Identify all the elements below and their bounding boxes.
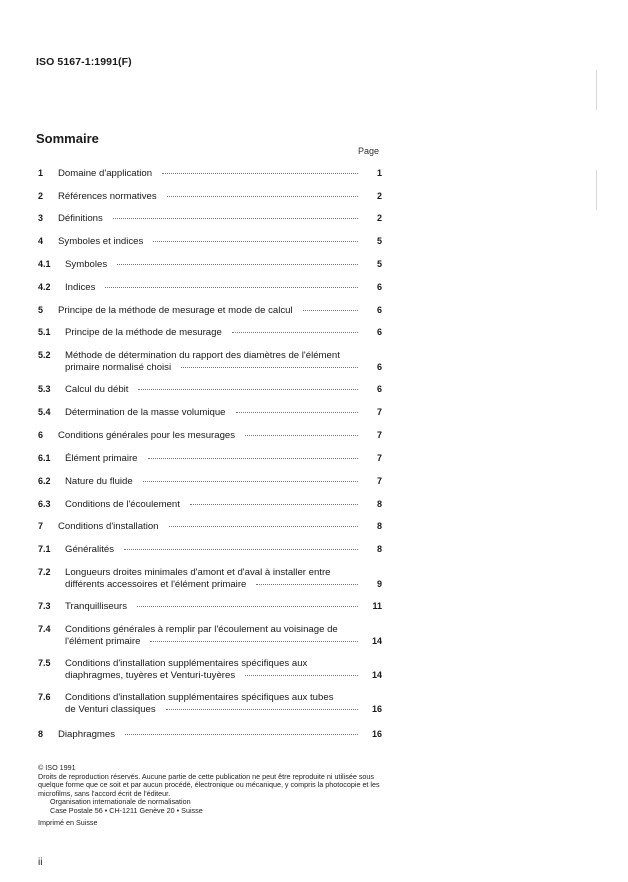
toc-entry-number: 7.6 [38, 692, 51, 702]
dot-leader [303, 310, 358, 311]
copyright-line: © ISO 1991 [38, 763, 76, 772]
publisher-address: Case Postale 56 • CH-1211 Genève 20 • Suisse [50, 805, 203, 815]
toc-entry-page: 6 [376, 361, 382, 372]
dot-leader [148, 458, 358, 459]
dot-leader [236, 412, 358, 413]
toc-entry-title: Calcul du débit [65, 384, 129, 395]
toc-entry-number: 4.2 [38, 282, 51, 292]
toc-entry-page: 14 [371, 669, 382, 680]
toc-entry-number: 5.3 [38, 384, 51, 394]
dot-leader [137, 606, 358, 607]
toc-entry-number: 5 [38, 305, 44, 315]
publisher-name: Organisation internationale de normalisation [50, 797, 191, 807]
toc-entry-title: Symboles et indices [58, 236, 144, 247]
dot-leader [113, 218, 358, 219]
toc-entry-title: différents accessoires et l'élément primaire [65, 578, 247, 590]
page-number: ii [38, 857, 43, 868]
document-id: ISO 5167-1:1991(F) [36, 56, 132, 68]
dot-leader [181, 367, 358, 368]
toc-entry-page: 7 [376, 430, 382, 440]
toc-entry-number: 2 [38, 191, 44, 201]
contents-heading: Sommaire [36, 131, 99, 146]
toc-entry-page: 7 [376, 407, 382, 417]
dot-leader [167, 196, 358, 197]
toc-entry-page: 7 [376, 476, 382, 486]
toc-entry-title: de Venturi classiques [65, 703, 156, 715]
toc-entry-title: diaphragmes, tuyères et Venturi-tuyères [65, 669, 236, 681]
dot-leader [138, 389, 358, 390]
toc-entry-page: 5 [376, 259, 382, 269]
toc-entry-title: l'élément primaire [65, 635, 141, 647]
dot-leader [166, 709, 358, 710]
toc-entry-title: Tranquilliseurs [65, 601, 128, 612]
toc-entry-number: 7.1 [38, 544, 51, 554]
toc-entry-page: 8 [376, 499, 382, 509]
toc-entry-number: 6.3 [38, 499, 51, 509]
toc-entry-page: 2 [376, 213, 382, 223]
dot-leader [232, 332, 358, 333]
dot-leader [190, 504, 358, 505]
toc-entry-page: 5 [376, 236, 382, 246]
toc-entry-title: Domaine d'application [58, 168, 153, 179]
toc-entry-page: 14 [371, 635, 382, 646]
dot-leader [153, 241, 358, 242]
toc-entry-title: Méthode de détermination du rapport des diamètres de l'élément [65, 350, 340, 361]
page-column-label: Page [358, 146, 380, 156]
toc-entry-page: 9 [376, 578, 382, 589]
dot-leader [125, 734, 358, 735]
toc-entry-number: 7.3 [38, 601, 51, 611]
scan-margin-mark [596, 170, 597, 210]
dot-leader [105, 287, 358, 288]
dot-leader [162, 173, 358, 174]
toc-entry-title: Indices [65, 282, 96, 293]
toc-entry-title: Élément primaire [65, 453, 138, 464]
toc-entry-title: Conditions d'installation [58, 521, 159, 532]
dot-leader [169, 526, 359, 527]
toc-entry-title: Nature du fluide [65, 476, 133, 487]
toc-entry-page: 6 [376, 305, 382, 315]
toc-entry-page: 1 [376, 168, 382, 178]
printed-in: Imprimé en Suisse [38, 817, 98, 827]
toc-entry-title: Principe de la méthode de mesurage et mode de calcul [58, 305, 293, 316]
dot-leader [245, 435, 358, 436]
toc-entry-title: Longueurs droites minimales d'amont et d'aval à installer entre [65, 567, 331, 578]
toc-entry-number: 7.2 [38, 567, 51, 577]
toc-entry-title: Diaphragmes [58, 729, 116, 740]
toc-entry-page: 11 [372, 601, 382, 611]
toc-entry-title: Références normatives [58, 191, 157, 202]
toc-entry-page: 6 [376, 327, 382, 337]
toc-entry-number: 4 [38, 236, 44, 246]
toc-entry-page: 6 [376, 282, 382, 292]
toc-entry-page: 6 [376, 384, 382, 394]
toc-entry-number: 6 [38, 430, 44, 440]
toc-entry-title: Conditions générales à remplir par l'écoulement au voisinage de [65, 624, 338, 635]
toc-entry-page: 8 [376, 544, 382, 554]
toc-entry-title: primaire normalisé choisi [65, 361, 172, 373]
dot-leader [150, 641, 358, 642]
toc-entry-title: Conditions d'installation supplémentaires spécifiques aux [65, 658, 308, 669]
toc-entry-number: 5.1 [38, 327, 51, 337]
toc-entry-number: 1 [38, 168, 44, 178]
toc-entry-title: Conditions générales pour les mesurages [58, 430, 236, 441]
toc-entry-page: 8 [376, 521, 382, 531]
toc-entry-number: 7 [38, 521, 44, 531]
toc-entry-title: Détermination de la masse volumique [65, 407, 226, 418]
toc-entry-page: 16 [371, 703, 382, 714]
scan-margin-mark [596, 70, 597, 110]
dot-leader [117, 264, 358, 265]
toc-entry-number: 8 [38, 729, 44, 739]
toc-entry-number: 5.4 [38, 407, 51, 417]
toc-entry-page: 7 [376, 453, 382, 463]
toc-entry-number: 6.2 [38, 476, 51, 486]
toc-entry-title: Conditions de l'écoulement [65, 499, 180, 510]
toc-entry-page: 2 [376, 191, 382, 201]
toc-entry-title: Définitions [58, 213, 103, 224]
toc-entry-number: 7.4 [38, 624, 51, 634]
dot-leader [143, 481, 358, 482]
toc-entry-number: 7.5 [38, 658, 51, 668]
dot-leader [256, 584, 358, 585]
toc-entry-number: 5.2 [38, 350, 51, 360]
toc-entry-title: Symboles [65, 259, 108, 270]
toc-entry-page: 16 [371, 729, 382, 739]
rights-notice: Droits de reproduction réservés. Aucune partie de cette publication ne peut être reproduite ni utilisée sous quelque forme que ce soit et par aucun procédé, électronique ou mécanique, y compris la photocopie et les microfilms, sans l'accord écrit de l'éditeur. [38, 771, 380, 798]
dot-leader [245, 675, 358, 676]
dot-leader [124, 549, 358, 550]
toc-entry-number: 6.1 [38, 453, 51, 463]
toc-entry-title: Principe de la méthode de mesurage [65, 327, 222, 338]
toc-entry-number: 4.1 [38, 259, 51, 269]
copyright-footer [38, 764, 382, 827]
toc-entry-title: Conditions d'installation supplémentaires spécifiques aux tubes [65, 692, 334, 703]
toc-entry-number: 3 [38, 213, 44, 223]
toc-entry-title: Généralités [65, 544, 115, 555]
